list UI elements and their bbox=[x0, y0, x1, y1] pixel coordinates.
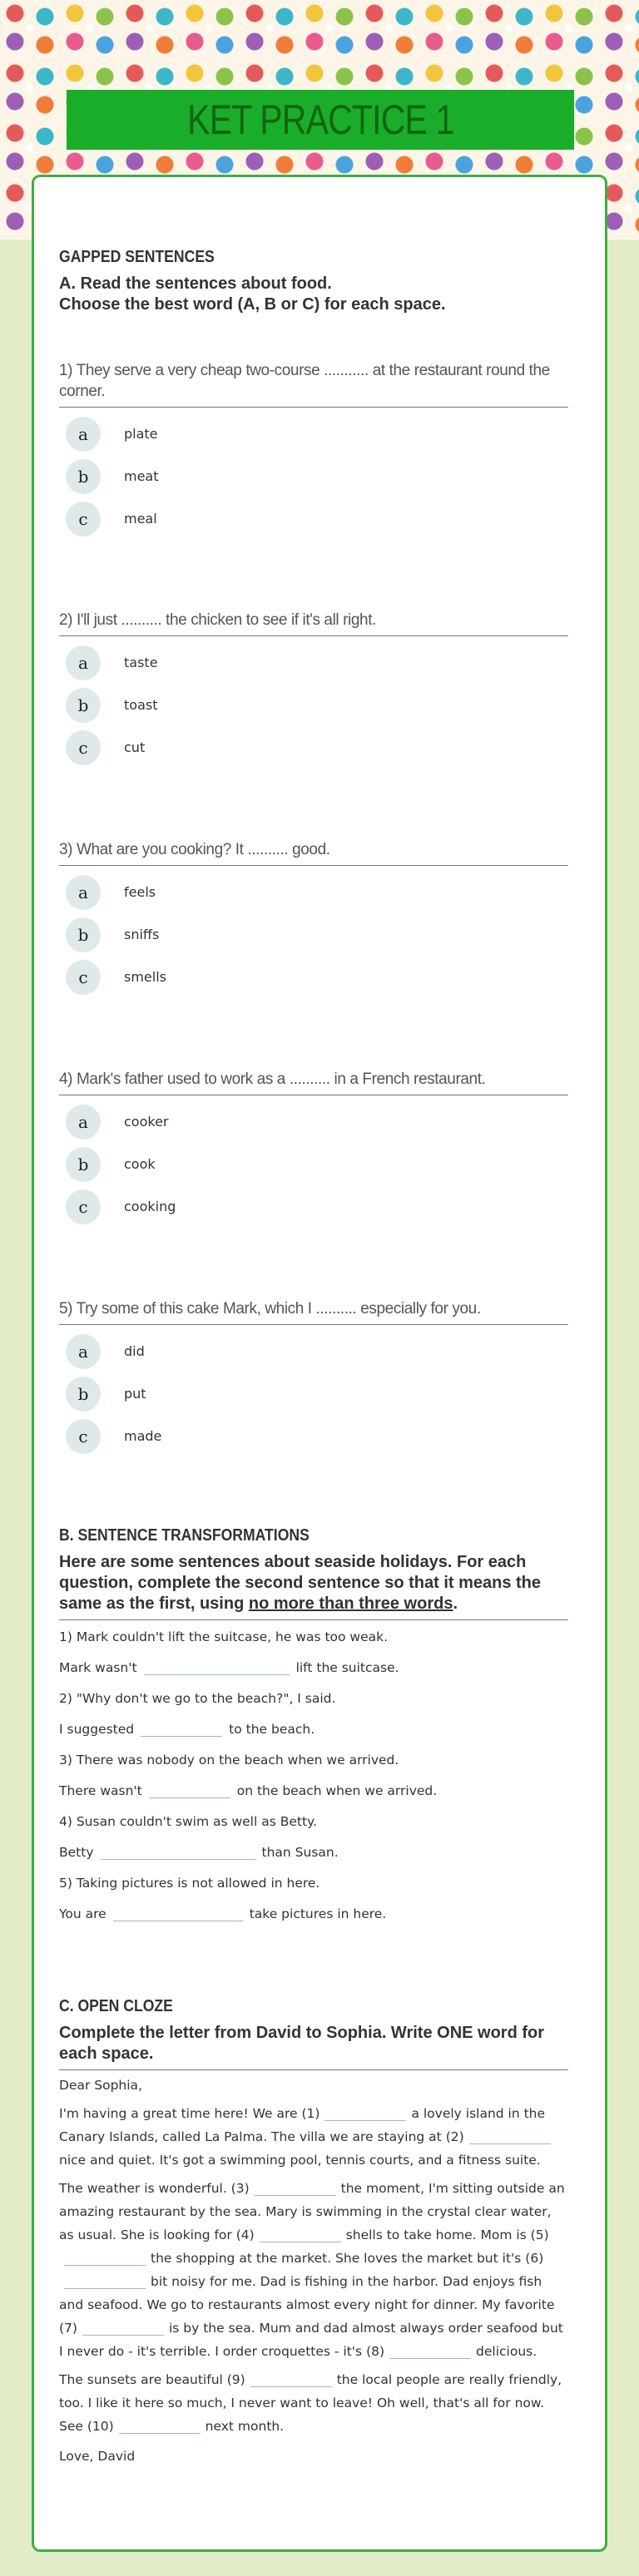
transformation-answer-row-3 bbox=[59, 1776, 568, 1807]
answer-option-2a[interactable] bbox=[59, 641, 568, 684]
answer-input-4[interactable] bbox=[101, 1844, 255, 1860]
option-text: meat bbox=[124, 468, 159, 484]
sentence-start: There wasn't bbox=[59, 1783, 142, 1798]
page-title: KET PRACTICE 1 bbox=[186, 96, 454, 143]
sentence-start: Mark wasn't bbox=[59, 1660, 137, 1675]
answer-option-3b[interactable] bbox=[59, 913, 568, 956]
option-letter-badge: a bbox=[66, 645, 101, 680]
option-text: cooking bbox=[124, 1199, 176, 1214]
question-1-text: 1) They serve a very cheap two-course ........... at the restaurant round the corner. bbox=[59, 362, 550, 400]
gap-input-10[interactable] bbox=[119, 2418, 201, 2434]
answer-option-5a[interactable] bbox=[59, 1330, 568, 1372]
letter-text bbox=[59, 2074, 568, 2468]
transformation-answer-row-1 bbox=[59, 1653, 568, 1684]
section-c-instruction: Complete the letter from David to Sophia. Write ONE word for each space. bbox=[59, 2024, 545, 2063]
option-text: cut bbox=[124, 739, 146, 755]
letter-closing: Love, David bbox=[59, 2449, 136, 2464]
letter-text-segment: is by the sea. Mum and dad almost always order seafood but I never do - it's terrible. I order croquettes - it's (8) bbox=[59, 2321, 563, 2359]
answer-option-4c[interactable] bbox=[59, 1185, 568, 1228]
worksheet-card bbox=[32, 175, 607, 2552]
section-c-tag: C. OPEN CLOZE bbox=[59, 1997, 173, 2015]
option-letter-badge: c bbox=[66, 1189, 101, 1224]
title-banner bbox=[67, 90, 574, 150]
letter-text-segment: a lovely island in the Canary Islands, called La Palma. The villa we are staying at (2) bbox=[59, 2106, 546, 2144]
answer-option-2b[interactable] bbox=[59, 684, 568, 726]
option-text: toast bbox=[124, 697, 158, 713]
option-letter-badge: c bbox=[66, 1419, 101, 1454]
divider bbox=[59, 407, 568, 408]
transformation-prompt-5: 5) Taking pictures is not allowed in here. bbox=[59, 1876, 320, 1891]
sentence-start: Betty bbox=[59, 1845, 94, 1860]
letter-text-segment: the local people are really friendly, too. I like it here so much, I never want to leave! Oh well, that's all for now. See (10) bbox=[59, 2372, 562, 2434]
option-text: taste bbox=[124, 655, 158, 670]
gap-input-9[interactable] bbox=[250, 2371, 332, 2387]
option-text: did bbox=[124, 1343, 145, 1359]
option-letter-badge: a bbox=[66, 875, 101, 910]
option-text: cooker bbox=[124, 1114, 169, 1130]
sentence-end: take pictures in here. bbox=[249, 1906, 387, 1921]
answer-option-4a[interactable] bbox=[59, 1100, 568, 1143]
option-letter-badge: c bbox=[66, 730, 101, 765]
section-b bbox=[59, 1526, 568, 1930]
question-5-text: 5) Try some of this cake Mark, which I .......... especially for you. bbox=[59, 1300, 481, 1318]
letter-greeting: Dear Sophia, bbox=[59, 2078, 142, 2093]
transformation-prompt-4: 4) Susan couldn't swim as well as Betty. bbox=[59, 1814, 317, 1829]
letter-text-segment: I'm having a great time here! We are (1) bbox=[59, 2106, 320, 2121]
section-c bbox=[59, 1997, 568, 2468]
letter-text-segment: The weather is wonderful. (3) bbox=[59, 2181, 250, 2196]
answer-option-5c[interactable] bbox=[59, 1415, 568, 1457]
answer-option-1a[interactable] bbox=[59, 413, 568, 455]
letter-text-segment: next month. bbox=[205, 2419, 285, 2434]
gap-input-5[interactable] bbox=[64, 2250, 146, 2266]
section-a-tag: GAPPED SENTENCES bbox=[59, 248, 215, 266]
sentence-end: than Susan. bbox=[261, 1845, 339, 1860]
option-letter-badge: c bbox=[66, 502, 101, 536]
section-a-instruction bbox=[59, 274, 568, 315]
instruction-text: . bbox=[453, 1595, 458, 1613]
divider bbox=[59, 1324, 568, 1325]
answer-input-2[interactable] bbox=[141, 1721, 222, 1737]
section-a-instruction-line1: A. Read the sentences about food. bbox=[59, 274, 332, 293]
option-letter-badge: b bbox=[66, 917, 101, 952]
answer-option-1b[interactable] bbox=[59, 455, 568, 497]
option-letter-badge: b bbox=[66, 688, 101, 723]
section-b-instruction bbox=[59, 1552, 568, 1614]
question-2 bbox=[59, 610, 568, 769]
sentence-start: I suggested bbox=[59, 1722, 135, 1737]
letter-paragraph-3 bbox=[59, 2368, 568, 2438]
letter-text-segment: the moment, I'm sitting outside an amazing restaurant by the sea. Mary is swimming in the crystal clear water, as usual. She is looking for (4) bbox=[59, 2181, 565, 2242]
question-2-text: 2) I'll just .......... the chicken to see if it's all right. bbox=[59, 611, 376, 629]
gap-input-1[interactable] bbox=[324, 2105, 406, 2121]
option-letter-badge: b bbox=[66, 1377, 101, 1412]
gap-input-7[interactable] bbox=[82, 2320, 164, 2336]
answer-option-2c[interactable] bbox=[59, 726, 568, 769]
question-3 bbox=[59, 839, 568, 998]
divider bbox=[59, 635, 568, 636]
question-1 bbox=[59, 360, 568, 540]
answer-input-5[interactable] bbox=[113, 1906, 243, 1921]
option-letter-badge: b bbox=[66, 459, 101, 494]
option-letter-badge: c bbox=[66, 960, 101, 995]
option-text: feels bbox=[124, 884, 156, 900]
transformation-prompt-2: 2) "Why don't we go to the beach?", I said. bbox=[59, 1691, 336, 1706]
divider bbox=[59, 2069, 568, 2070]
sentence-end: lift the suitcase. bbox=[295, 1660, 399, 1675]
question-4 bbox=[59, 1069, 568, 1228]
option-letter-badge: b bbox=[66, 1147, 101, 1182]
option-letter-badge: a bbox=[66, 1334, 101, 1369]
transformation-answer-row-2 bbox=[59, 1714, 568, 1745]
sentence-end: to the beach. bbox=[229, 1722, 315, 1737]
answer-input-1[interactable] bbox=[144, 1659, 290, 1675]
letter-text-segment: the shopping at the market. She loves the market but it's (6) bbox=[151, 2251, 544, 2266]
option-letter-badge: a bbox=[66, 417, 101, 452]
gap-input-6[interactable] bbox=[64, 2273, 146, 2289]
gap-input-2[interactable] bbox=[469, 2129, 551, 2144]
instruction-text: Here are some sentences about seaside holidays. For each question, complete the second sentence so that it means the same as the first, using bbox=[59, 1553, 542, 1613]
option-text: cook bbox=[124, 1156, 156, 1172]
question-5 bbox=[59, 1298, 568, 1457]
section-a-instruction-line2: Choose the best word (A, B or C) for each space. bbox=[59, 295, 446, 314]
letter-text-segment: delicious. bbox=[476, 2344, 537, 2359]
gap-input-3[interactable] bbox=[255, 2180, 336, 2196]
question-3-text: 3) What are you cooking? It .......... good. bbox=[59, 841, 330, 858]
transformation-answer-row-5 bbox=[59, 1899, 568, 1930]
sentence-end: on the beach when we arrived. bbox=[236, 1783, 438, 1798]
instruction-emphasis: no more than three words bbox=[248, 1595, 453, 1613]
letter-text-segment: nice and quiet. It's got a swimming pool, tennis courts, and a fitness suite. bbox=[59, 2153, 541, 2168]
letter-text-segment: bit noisy for me. Dad is fishing in the harbor. Dad enjoys fish and seafood. We go to restaurants almost every night for dinner. My favorite (7) bbox=[59, 2274, 555, 2336]
letter-paragraph-1 bbox=[59, 2102, 568, 2172]
letter-text-segment: The sunsets are beautiful (9) bbox=[59, 2372, 245, 2387]
answer-option-3c[interactable] bbox=[59, 956, 568, 998]
letter-text-segment: shells to take home. Mom is (5) bbox=[345, 2227, 549, 2242]
option-text: made bbox=[124, 1428, 162, 1444]
option-letter-badge: a bbox=[66, 1105, 101, 1140]
answer-option-4b[interactable] bbox=[59, 1143, 568, 1185]
divider bbox=[59, 1619, 568, 1620]
option-text: plate bbox=[124, 426, 158, 442]
option-text: meal bbox=[124, 511, 157, 527]
option-text: put bbox=[124, 1386, 146, 1402]
divider bbox=[59, 865, 568, 866]
answer-option-5b[interactable] bbox=[59, 1372, 568, 1415]
option-text: sniffs bbox=[124, 927, 160, 942]
answer-input-3[interactable] bbox=[149, 1782, 230, 1798]
gap-input-4[interactable] bbox=[260, 2227, 341, 2242]
letter-paragraph-2 bbox=[59, 2177, 568, 2363]
section-a bbox=[59, 248, 568, 315]
answer-option-3a[interactable] bbox=[59, 871, 568, 913]
transformation-prompt-3: 3) There was nobody on the beach when we arrived. bbox=[59, 1753, 399, 1768]
transformation-prompt-1: 1) Mark couldn't lift the suitcase, he was too weak. bbox=[59, 1629, 389, 1644]
gap-input-8[interactable] bbox=[389, 2343, 471, 2359]
transformation-answer-row-4 bbox=[59, 1837, 568, 1868]
sentence-start: You are bbox=[59, 1906, 106, 1921]
question-4-text: 4) Mark's father used to work as a .......... in a French restaurant. bbox=[59, 1070, 486, 1088]
option-text: smells bbox=[124, 969, 166, 985]
answer-option-1c[interactable] bbox=[59, 497, 568, 540]
section-b-tag: B. SENTENCE TRANSFORMATIONS bbox=[59, 1526, 310, 1545]
